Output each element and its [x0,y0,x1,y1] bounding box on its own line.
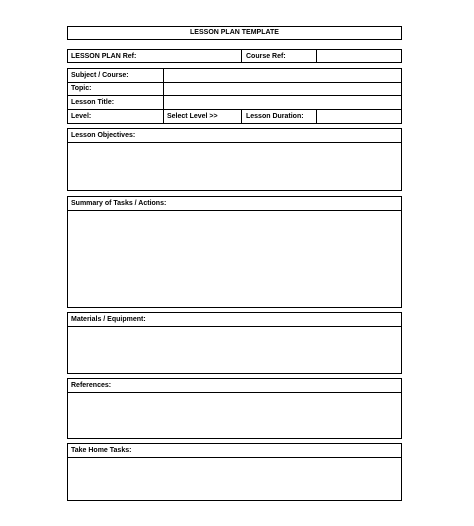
course-ref-label: Course Ref: [246,53,286,60]
objectives-field[interactable] [68,143,401,190]
topic-field[interactable] [163,82,401,94]
objectives-label: Lesson Objectives: [71,132,136,139]
lesson-duration-label: Lesson Duration: [246,113,304,120]
materials-section [67,312,402,374]
objectives-section [67,128,402,191]
lesson-title-label: Lesson Title: [71,99,115,106]
lesson-plan-ref-label: LESSON PLAN Ref: [71,53,137,60]
summary-field[interactable] [68,211,401,307]
select-level-dropdown[interactable]: Select Level >> [167,113,218,120]
homework-label: Take Home Tasks: [71,447,132,454]
topic-label: Topic: [71,85,92,92]
summary-label: Summary of Tasks / Actions: [71,200,167,207]
title-box [67,26,402,40]
subject-label: Subject / Course: [71,72,129,79]
summary-section [67,196,402,308]
materials-label: Materials / Equipment: [71,316,146,323]
references-label: References: [71,382,112,389]
references-field[interactable] [68,393,401,438]
homework-field[interactable] [68,458,401,500]
page-title: LESSON PLAN TEMPLATE [190,29,279,36]
homework-section [67,443,402,501]
level-label: Level: [71,113,92,120]
lesson-title-field[interactable] [163,95,401,107]
references-section [67,378,402,439]
course-ref-field[interactable] [317,50,401,62]
lesson-duration-field[interactable] [317,109,401,123]
lesson-plan-ref-field[interactable] [163,50,239,62]
materials-field[interactable] [68,327,401,373]
subject-field[interactable] [163,69,401,81]
